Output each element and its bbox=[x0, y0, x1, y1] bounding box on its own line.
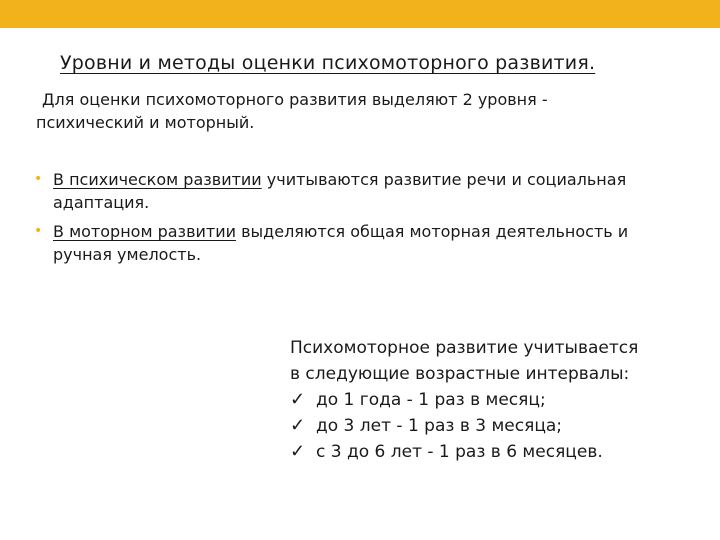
panel-heading-line-1: Психомоторное развитие учитывается bbox=[290, 338, 639, 358]
interval-text: до 1 года - 1 раз в месяц; bbox=[316, 390, 546, 410]
interval-text: с 3 до 6 лет - 1 раз в 6 месяцев. bbox=[316, 442, 603, 462]
panel-heading-line-2: в следующие возрастные интервалы: bbox=[290, 364, 630, 384]
bullet-underlined-text: В моторном развитии bbox=[53, 222, 237, 241]
intervals-panel bbox=[290, 335, 710, 465]
bullet-list bbox=[34, 168, 634, 272]
list-item bbox=[34, 168, 634, 214]
page-title: Уровни и методы оценки психомоторного развития. bbox=[60, 52, 596, 74]
check-icon: ✓ bbox=[290, 389, 306, 410]
bullet-icon: • bbox=[34, 223, 43, 239]
interval-item bbox=[290, 439, 710, 465]
intro-line-1: Для оценки психомоторного развития выделяют 2 уровня - bbox=[42, 90, 548, 109]
interval-text: до 3 лет - 1 раз в 3 месяца; bbox=[316, 416, 563, 436]
top-accent-bar bbox=[0, 0, 720, 28]
bullet-text: выделяются общая моторная деятельность и ручная умелость. bbox=[53, 222, 629, 264]
check-icon: ✓ bbox=[290, 441, 306, 462]
bullet-underlined-text: В психическом развитии bbox=[53, 170, 262, 189]
interval-item bbox=[290, 413, 710, 439]
bullet-text: учитываются развитие речи и социальная адаптация. bbox=[53, 170, 627, 212]
check-icon: ✓ bbox=[290, 415, 306, 436]
list-item bbox=[34, 220, 634, 266]
bullet-icon: • bbox=[34, 171, 43, 187]
intro-line-2: психический и моторный. bbox=[36, 113, 255, 132]
intro-text bbox=[36, 88, 676, 134]
interval-item bbox=[290, 387, 710, 413]
